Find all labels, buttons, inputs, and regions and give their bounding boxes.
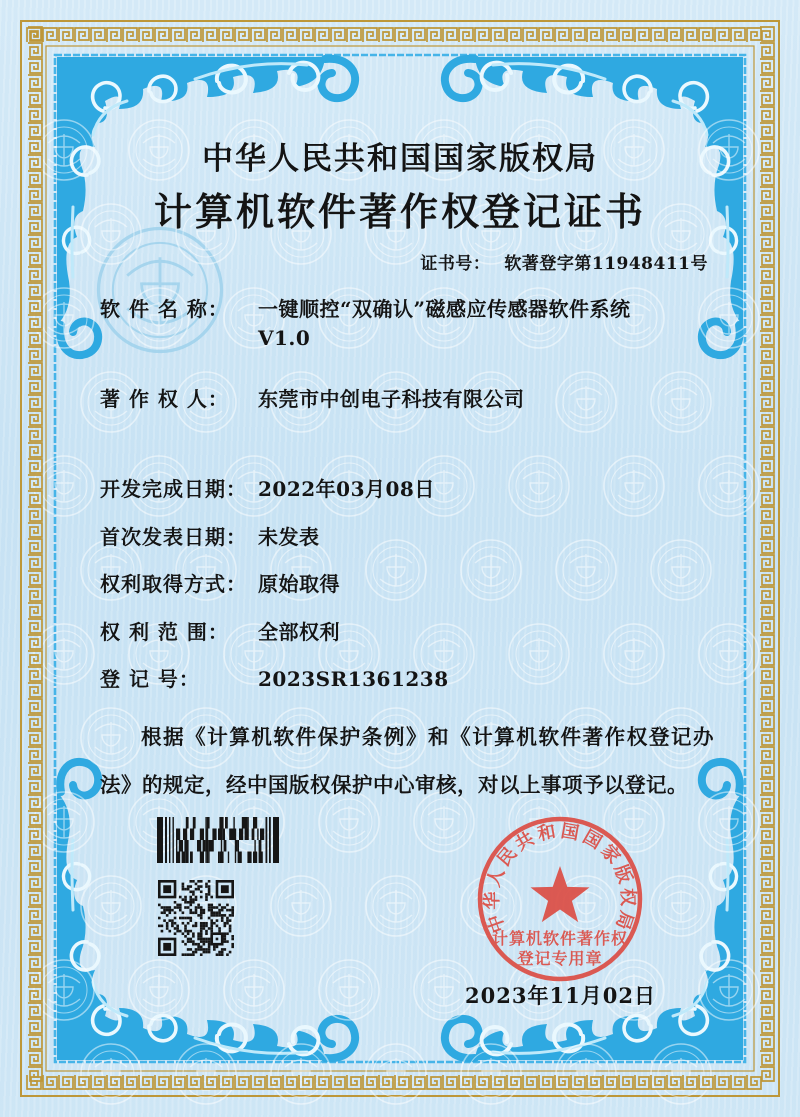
field-label: 权 利 范 围： xyxy=(100,620,229,644)
field-label: 软 件 名 称： xyxy=(100,297,229,321)
field-registration-number xyxy=(100,663,730,692)
field-completion-date xyxy=(100,473,730,502)
certificate-number xyxy=(420,249,708,274)
field-copyright-owner xyxy=(100,383,730,412)
field-acquisition-method xyxy=(100,568,730,597)
field-value: 2023SR1361238 xyxy=(258,667,449,691)
field-value: 东莞市中创电子科技有限公司 xyxy=(258,387,525,411)
field-label: 首次发表日期： xyxy=(100,525,247,549)
authority-title: 中华人民共和国国家版权局 xyxy=(202,141,598,177)
field-rights-scope xyxy=(100,616,730,645)
issue-date: 2023年11月02日 xyxy=(465,983,656,1008)
field-value: 全部权利 xyxy=(258,620,340,644)
field-label: 著 作 权 人： xyxy=(100,387,229,411)
certificate-number-value: 软著登字第11948411号 xyxy=(504,254,708,274)
seal-text-line2: 登记专用章 xyxy=(517,949,603,968)
field-value: 原始取得 xyxy=(258,572,340,596)
field-first-publication-date xyxy=(100,521,730,550)
seal-ring-text: 中华人民共和国国家版权局 xyxy=(481,820,639,936)
qr-code xyxy=(158,880,234,956)
star-icon xyxy=(531,866,590,922)
field-label: 开发完成日期： xyxy=(100,477,247,501)
registration-statement: 根据《计算机软件保护条例》和《计算机软件著作权登记办法》的规定，经中国版权保护中心审核，对以上事项予以登记。 xyxy=(100,725,714,797)
certificate-number-label: 证书号： xyxy=(420,254,491,274)
barcode xyxy=(157,817,279,863)
certificate-title: 计算机软件著作权登记证书 xyxy=(153,189,646,234)
field-software-name xyxy=(100,293,730,322)
field-value: 2022年03月08日 xyxy=(258,477,435,501)
field-value: 一键顺控“双确认”磁感应传感器软件系统 xyxy=(258,297,631,321)
field-label: 登 记 号： xyxy=(100,667,200,691)
field-value: 未发表 xyxy=(258,525,320,549)
official-seal xyxy=(465,812,655,992)
field-label: 权利取得方式： xyxy=(100,572,247,596)
field-software-version: V1.0 xyxy=(258,326,311,350)
seal-text-line1: 计算机软件著作权 xyxy=(491,929,629,948)
